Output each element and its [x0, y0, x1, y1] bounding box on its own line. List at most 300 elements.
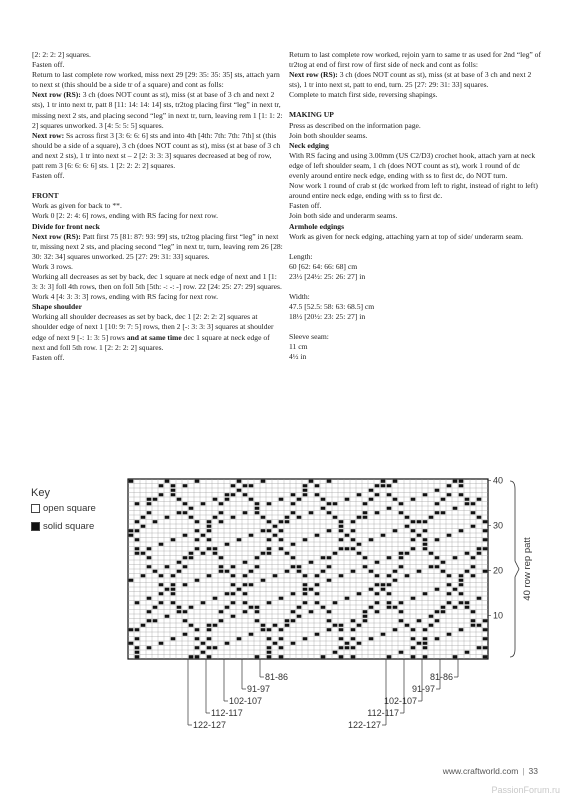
solid-square: [405, 624, 410, 627]
solid-square: [237, 637, 242, 640]
solid-square: [183, 556, 188, 559]
solid-square: [423, 538, 428, 541]
measure-value: 47.5 [52.5: 58: 63: 68.5] cm: [289, 302, 375, 312]
solid-square: [387, 574, 392, 577]
solid-square: [339, 624, 344, 627]
size-label-right: 102-107: [383, 696, 417, 706]
solid-square: [423, 642, 428, 645]
solid-square: [477, 624, 482, 627]
solid-square: [171, 637, 176, 640]
solid-square: [297, 565, 302, 568]
solid-square: [141, 574, 146, 577]
subheading-armhole-edgings: Armhole edgings: [289, 221, 345, 231]
solid-square: [423, 520, 428, 523]
solid-square: [171, 574, 176, 577]
solid-square: [441, 498, 446, 501]
solid-square: [279, 597, 284, 600]
solid-square: [375, 601, 380, 604]
solid-square: [147, 511, 152, 514]
key-open-square: [31, 503, 96, 514]
solid-square: [465, 651, 470, 654]
solid-square: [471, 619, 476, 622]
page-number: 33: [528, 766, 538, 776]
solid-square: [423, 646, 428, 649]
solid-square: [219, 502, 224, 505]
solid-square: [165, 480, 170, 483]
solid-square: [171, 601, 176, 604]
solid-square: [363, 565, 368, 568]
solid-square: [129, 628, 134, 631]
solid-square: [303, 601, 308, 604]
solid-square: [159, 583, 164, 586]
solid-square: [225, 642, 230, 645]
solid-square: [219, 570, 224, 573]
solid-square: [207, 628, 212, 631]
solid-square: [255, 610, 260, 613]
solid-square: [189, 655, 194, 658]
solid-square: [219, 565, 224, 568]
solid-square: [339, 574, 344, 577]
solid-square: [189, 507, 194, 510]
solid-square: [153, 520, 158, 523]
solid-square: [459, 484, 464, 487]
paragraph: [289, 70, 541, 90]
solid-square: [339, 628, 344, 631]
solid-square: [195, 480, 200, 483]
solid-square: [255, 655, 260, 658]
solid-square: [351, 655, 356, 658]
solid-square: [459, 574, 464, 577]
solid-square: [279, 538, 284, 541]
solid-square: [339, 529, 344, 532]
crochet-chart: [126, 475, 533, 759]
instructions-left-column: [32, 50, 284, 363]
solid-square: [267, 628, 272, 631]
solid-square: [351, 529, 356, 532]
measure-label-length: Length:: [289, 251, 313, 261]
solid-square: [459, 583, 464, 586]
solid-square: [195, 538, 200, 541]
solid-square: [135, 529, 140, 532]
solid-square: [447, 484, 452, 487]
row-number: 10: [493, 610, 504, 621]
solid-square: [171, 493, 176, 496]
solid-square: [303, 538, 308, 541]
solid-square: [147, 502, 152, 505]
solid-square: [327, 619, 332, 622]
solid-square: [291, 511, 296, 514]
solid-square: [375, 511, 380, 514]
solid-square: [189, 606, 194, 609]
solid-square: [363, 502, 368, 505]
solid-square: [237, 480, 242, 483]
solid-square: [303, 637, 308, 640]
solid-square: [357, 552, 362, 555]
solid-square: [453, 655, 458, 658]
footer-website: www.craftworld.com: [442, 766, 519, 776]
paragraph: Work 4 [4: 3: 3: 3] rows, ending with RS facing for next row.: [32, 292, 218, 302]
solid-square: [399, 552, 404, 555]
solid-square: [213, 552, 218, 555]
row-label: Next row (RS):: [32, 90, 81, 100]
paragraph: Complete to match first side, reversing shapings.: [289, 90, 438, 100]
solid-square: [363, 556, 368, 559]
solid-square: [273, 525, 278, 528]
solid-square: [411, 538, 416, 541]
solid-square: [399, 502, 404, 505]
solid-square: [387, 493, 392, 496]
paragraph: [2: 2: 2: 2] squares.: [32, 50, 91, 59]
solid-square: [399, 556, 404, 559]
solid-square: [387, 606, 392, 609]
solid-square: [243, 601, 248, 604]
solid-square: [297, 498, 302, 501]
solid-square: [249, 633, 254, 636]
solid-square: [207, 529, 212, 532]
solid-square: [483, 655, 488, 658]
solid-square: [297, 615, 302, 618]
solid-square: [411, 655, 416, 658]
solid-square: [351, 547, 356, 550]
solid-square: [153, 619, 158, 622]
solid-square: [483, 529, 488, 532]
solid-square: [261, 516, 266, 519]
solid-square: [183, 633, 188, 636]
solid-square: [429, 565, 434, 568]
solid-square: [369, 489, 374, 492]
solid-square: [327, 556, 332, 559]
size-label-left: 112-117: [211, 708, 243, 718]
solid-square: [177, 606, 182, 609]
solid-square: [267, 646, 272, 649]
paragraph: [32, 232, 284, 262]
solid-square: [327, 480, 332, 483]
solid-square: [159, 484, 164, 487]
solid-square: [441, 511, 446, 514]
solid-square: [381, 588, 386, 591]
solid-square: [423, 529, 428, 532]
solid-square: [141, 525, 146, 528]
solid-square: [471, 556, 476, 559]
solid-square: [171, 588, 176, 591]
solid-square: [309, 610, 314, 613]
solid-square: [345, 498, 350, 501]
solid-square: [195, 547, 200, 550]
solid-square: [219, 610, 224, 613]
solid-square: [381, 484, 386, 487]
solid-square: [243, 610, 248, 613]
solid-square: [483, 646, 488, 649]
solid-square: [171, 538, 176, 541]
solid-square: [303, 489, 308, 492]
solid-square: [471, 624, 476, 627]
solid-square: [447, 592, 452, 595]
solid-square: [471, 565, 476, 568]
solid-square: [255, 619, 260, 622]
paragraph: [32, 131, 284, 171]
solid-square: [195, 628, 200, 631]
solid-square: [387, 507, 392, 510]
rep-bracket: [510, 481, 519, 657]
solid-square: [135, 552, 140, 555]
solid-square: [207, 646, 212, 649]
solid-square: [393, 529, 398, 532]
solid-square: [147, 610, 152, 613]
solid-square: [219, 520, 224, 523]
subheading-divide-front-neck: Divide for front neck: [32, 221, 100, 231]
solid-square: [393, 606, 398, 609]
solid-square: [465, 570, 470, 573]
solid-square: [309, 588, 314, 591]
solid-square: [459, 529, 464, 532]
solid-square: [165, 615, 170, 618]
solid-square: [249, 570, 254, 573]
solid-square: [399, 565, 404, 568]
solid-square: [321, 556, 326, 559]
solid-square: [327, 565, 332, 568]
key-open-label: open square: [43, 503, 96, 514]
row-number: 20: [493, 565, 504, 576]
solid-square: [363, 619, 368, 622]
solid-square: [135, 547, 140, 550]
row-label: Next row (RS):: [32, 231, 81, 241]
solid-square: [483, 570, 488, 573]
solid-square: [315, 592, 320, 595]
solid-square: [201, 651, 206, 654]
solid-square: [417, 619, 422, 622]
solid-square: [357, 493, 362, 496]
solid-square: [471, 525, 476, 528]
measure-label-sleeve-seam: Sleeve seam:: [289, 332, 329, 342]
solid-square: [411, 597, 416, 600]
solid-square: [135, 502, 140, 505]
solid-square: [447, 574, 452, 577]
solid-square: [147, 597, 152, 600]
solid-square: [267, 547, 272, 550]
solid-square: [345, 534, 350, 537]
paragraph: Fasten off.: [32, 352, 65, 362]
solid-square: [345, 646, 350, 649]
solid-square: [345, 597, 350, 600]
solid-square: [387, 484, 392, 487]
solid-square: [267, 552, 272, 555]
solid-square: [315, 534, 320, 537]
solid-square: [405, 574, 410, 577]
solid-square: [369, 538, 374, 541]
solid-square: [453, 556, 458, 559]
solid-square: [399, 619, 404, 622]
solid-square: [129, 480, 134, 483]
solid-square: [411, 520, 416, 523]
solid-square: [225, 498, 230, 501]
solid-square: [207, 525, 212, 528]
solid-square: [261, 480, 266, 483]
solid-square: [177, 561, 182, 564]
solid-square: [447, 601, 452, 604]
solid-square: [231, 516, 236, 519]
size-label-left: 122-127: [193, 720, 227, 730]
solid-square: [249, 498, 254, 501]
solid-square: [435, 538, 440, 541]
solid-square: [363, 610, 368, 613]
solid-square: [255, 556, 260, 559]
solid-square: [351, 520, 356, 523]
solid-square: [261, 624, 266, 627]
solid-square: [369, 606, 374, 609]
solid-square: [243, 583, 248, 586]
solid-square: [303, 592, 308, 595]
paragraph: [32, 312, 284, 352]
chart-svg: [126, 475, 533, 759]
solid-square: [159, 642, 164, 645]
solid-square: [369, 637, 374, 640]
solid-square: [285, 552, 290, 555]
solid-square: [147, 556, 152, 559]
solid-square: [129, 579, 134, 582]
paragraph: Fasten off.: [32, 171, 65, 181]
solid-square: [339, 646, 344, 649]
solid-square: [237, 489, 242, 492]
solid-square: [141, 552, 146, 555]
solid-square: [207, 637, 212, 640]
solid-square: [285, 624, 290, 627]
solid-square: [465, 606, 470, 609]
solid-square: [273, 534, 278, 537]
solid-square: [399, 651, 404, 654]
solid-square: [201, 502, 206, 505]
solid-square: [159, 592, 164, 595]
solid-square: [225, 543, 230, 546]
solid-square: [309, 480, 314, 483]
solid-square: [423, 543, 428, 546]
solid-square: [339, 525, 344, 528]
solid-square: [249, 606, 254, 609]
solid-square: [165, 516, 170, 519]
solid-square: [411, 628, 416, 631]
solid-square: [195, 646, 200, 649]
solid-square: [183, 619, 188, 622]
solid-square: [483, 619, 488, 622]
solid-square: [273, 624, 278, 627]
solid-square: [459, 592, 464, 595]
solid-square: [231, 592, 236, 595]
solid-square: [291, 592, 296, 595]
solid-square: [207, 520, 212, 523]
solid-square: [459, 579, 464, 582]
solid-square: [207, 574, 212, 577]
solid-square: [189, 556, 194, 559]
subheading-shape-shoulder: Shape shoulder: [32, 302, 83, 312]
solid-square: [321, 498, 326, 501]
solid-square: [447, 493, 452, 496]
paragraph: Now work 1 round of crab st (dc worked from left to right, instead of right to left) around entire neck edge, ending with ss to first dc.: [289, 181, 538, 201]
solid-square: [375, 592, 380, 595]
solid-square: [393, 480, 398, 483]
subheading-neck-edging: Neck edging: [289, 140, 329, 150]
solid-square: [339, 637, 344, 640]
solid-square: [369, 588, 374, 591]
solid-square: [477, 547, 482, 550]
solid-square: [315, 484, 320, 487]
solid-square: [381, 633, 386, 636]
solid-square: [339, 538, 344, 541]
solid-square: [435, 588, 440, 591]
footer-divider: |: [522, 766, 525, 776]
size-label-right: 81-86: [429, 672, 453, 682]
solid-square: [363, 516, 368, 519]
solid-square: [429, 624, 434, 627]
solid-square: [279, 637, 284, 640]
solid-square: [339, 547, 344, 550]
solid-square: [435, 637, 440, 640]
solid-square: [237, 538, 242, 541]
solid-square: [339, 520, 344, 523]
solid-square: [345, 642, 350, 645]
paragraph: Work as given for back to **.: [32, 201, 122, 211]
paragraph: Press as described on the information page.: [289, 120, 421, 130]
solid-square: [177, 610, 182, 613]
solid-square: [315, 583, 320, 586]
solid-square: [441, 570, 446, 573]
solid-square: [159, 601, 164, 604]
solid-square: [411, 529, 416, 532]
solid-square: [135, 651, 140, 654]
row-number: 40: [493, 475, 504, 486]
solid-square: [153, 498, 158, 501]
emphasis: and at same time: [126, 332, 182, 342]
solid-square: [135, 601, 140, 604]
solid-square: [321, 606, 326, 609]
solid-square: [231, 601, 236, 604]
solid-square: [255, 502, 260, 505]
solid-square: [183, 565, 188, 568]
solid-square: [195, 529, 200, 532]
solid-square: [465, 502, 470, 505]
solid-square: [285, 516, 290, 519]
solid-square: [333, 624, 338, 627]
solid-square: [153, 606, 158, 609]
solid-square: [459, 601, 464, 604]
solid-square: [267, 655, 272, 658]
solid-square: [435, 511, 440, 514]
solid-square: [303, 493, 308, 496]
solid-square: [189, 624, 194, 627]
rep-label: 40 row rep patt: [522, 537, 533, 601]
solid-square: [225, 570, 230, 573]
solid-square: [375, 583, 380, 586]
measure-value: 23½ [24½: 25: 26: 27] in: [289, 271, 366, 281]
solid-square: [273, 574, 278, 577]
solid-square: [435, 489, 440, 492]
solid-square: [423, 592, 428, 595]
solid-square: [255, 511, 260, 514]
solid-square: [261, 529, 266, 532]
size-label-left: 91-97: [247, 684, 271, 694]
solid-square: [351, 538, 356, 541]
solid-square: [357, 592, 362, 595]
solid-square: [417, 570, 422, 573]
row-label: Next row (RS):: [289, 70, 338, 80]
row-text: Ss across first 3 [3: 6: 6: 6] sts and into 4th [4th: 7th: 7th: 7th] st (this should be a side of a square), 3 ch (does NOT count as st), miss (st at base of 3 ch and next 2 sts), 1 tr into next st – 2 [2: 3: 3: 3] squares decreased at beg of row, patt rem 3 [6: 6: 6: 6] sts. 1 [2: 2: 2: 2] squares.: [32, 130, 281, 171]
solid-square: [435, 556, 440, 559]
solid-square: [483, 538, 488, 541]
solid-square: [483, 520, 488, 523]
solid-square: [399, 511, 404, 514]
solid-square: [267, 601, 272, 604]
solid-square: [207, 624, 212, 627]
measure-label-width: Width:: [289, 291, 310, 301]
solid-square: [357, 642, 362, 645]
